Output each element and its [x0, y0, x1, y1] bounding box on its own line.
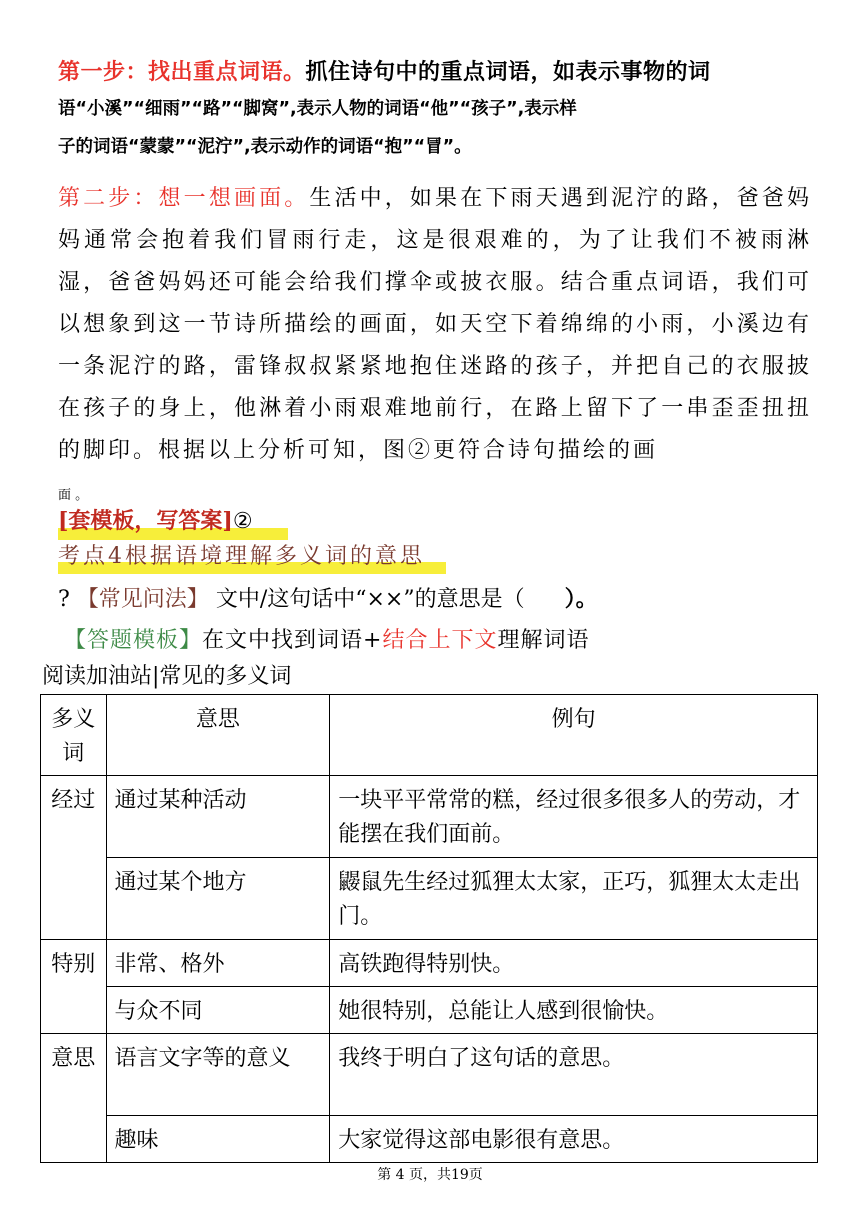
table-title: 阅读加油站|常见的多义词: [42, 664, 292, 689]
kaodian-heading: 考点4根据语境理解多义词的意思: [58, 544, 425, 569]
example-cell: 我终于明白了这句话的意思。: [330, 1034, 818, 1116]
word-cell: 特别: [41, 940, 107, 1034]
word-cell: 经过: [41, 776, 107, 940]
step1-heading: 第一步：找出重点词语。: [58, 60, 306, 85]
answer-label: [套模板，写答案]: [58, 508, 233, 534]
word-cell: 意思: [41, 1034, 107, 1163]
example-cell: 高铁跑得特别快。: [330, 940, 818, 987]
step1-line3: 子的词语“蒙蒙”“泥泞”,表示动作的词语“抱”“冒”。: [58, 137, 472, 157]
step1-paragraph: [58, 56, 812, 166]
step1-line1: [58, 56, 812, 90]
table-row: [41, 1116, 818, 1163]
table-row: [41, 858, 818, 940]
example-cell: 她很特别，总能让人感到很愉快。: [330, 987, 818, 1034]
example-cell: 一块平平常常的糕，经过很多很多人的劳动，才能摆在我们面前。: [330, 776, 818, 858]
template-part2: 结合上下文: [382, 628, 498, 653]
header-example: 例句: [330, 695, 818, 776]
question-mark-icon: ?: [58, 587, 70, 612]
template-label: 【答题模板】: [64, 628, 203, 653]
example-cell: 鼹鼠先生经过狐狸太太家，正巧，狐狸太太走出门。: [330, 858, 818, 940]
step1-line1-text: 抓住诗句中的重点词语，如表示事物的词: [305, 60, 711, 85]
step2-heading: 第二步：想一想画面。: [58, 186, 310, 211]
template-part1: 在文中找到词语+: [202, 628, 383, 653]
question-close: ）。: [564, 586, 598, 612]
answer-value: ②: [232, 509, 253, 534]
example-cell: 大家觉得这部电影很有意思。: [330, 1116, 818, 1163]
step2-tail: 面 。: [58, 488, 89, 503]
meaning-cell: 通过某种活动: [106, 776, 330, 858]
step1-line2: 语“小溪”“细雨”“路”“脚窝”,表示人物的词语“他”“孩子”,表示样: [58, 99, 577, 119]
question-line: [58, 584, 598, 615]
answer-line: [58, 506, 253, 537]
table-row: [41, 940, 818, 987]
template-line: [64, 626, 589, 656]
table-row: [41, 1034, 818, 1116]
question-text: 文中/这句话中“××”的意思是（: [215, 587, 525, 612]
header-meaning: 意思: [106, 695, 330, 776]
meaning-cell: 非常、格外: [106, 940, 330, 987]
step2-body: 生活中，如果在下雨天遇到泥泞的路，爸爸妈妈通常会抱着我们冒雨行走，这是很艰难的，为了让我们不被雨淋湿，爸爸妈妈还可能会给我们撑伞或披衣服。结合重点词语，我们可以想象到这一节诗所描绘的画面，如天空下着绵绵的小雨，小溪边有一条泥泞的路，雷锋叔叔紧紧地抱住迷路的孩子，并把自己的衣服披在孩子的身上，他淋着小雨艰难地前行，在路上留下了一串歪歪扭扭的脚印。根据以上分析可知，图②更符合诗句描绘的画: [58, 186, 812, 463]
meaning-cell: 通过某个地方: [106, 858, 330, 940]
table-row: [41, 987, 818, 1034]
polysemy-table: [40, 694, 818, 1163]
header-word: 多义词: [41, 695, 107, 776]
step2-paragraph: [58, 178, 812, 517]
question-label: 【常见问法】: [76, 587, 209, 612]
template-part3: 理解词语: [497, 628, 590, 653]
meaning-cell: 趣味: [106, 1116, 330, 1163]
table-header-row: [41, 695, 818, 776]
page-footer: 第 4 页，共19页: [377, 1167, 483, 1183]
meaning-cell: 语言文字等的意义: [106, 1034, 330, 1116]
meaning-cell: 与众不同: [106, 987, 330, 1034]
table-row: [41, 776, 818, 858]
